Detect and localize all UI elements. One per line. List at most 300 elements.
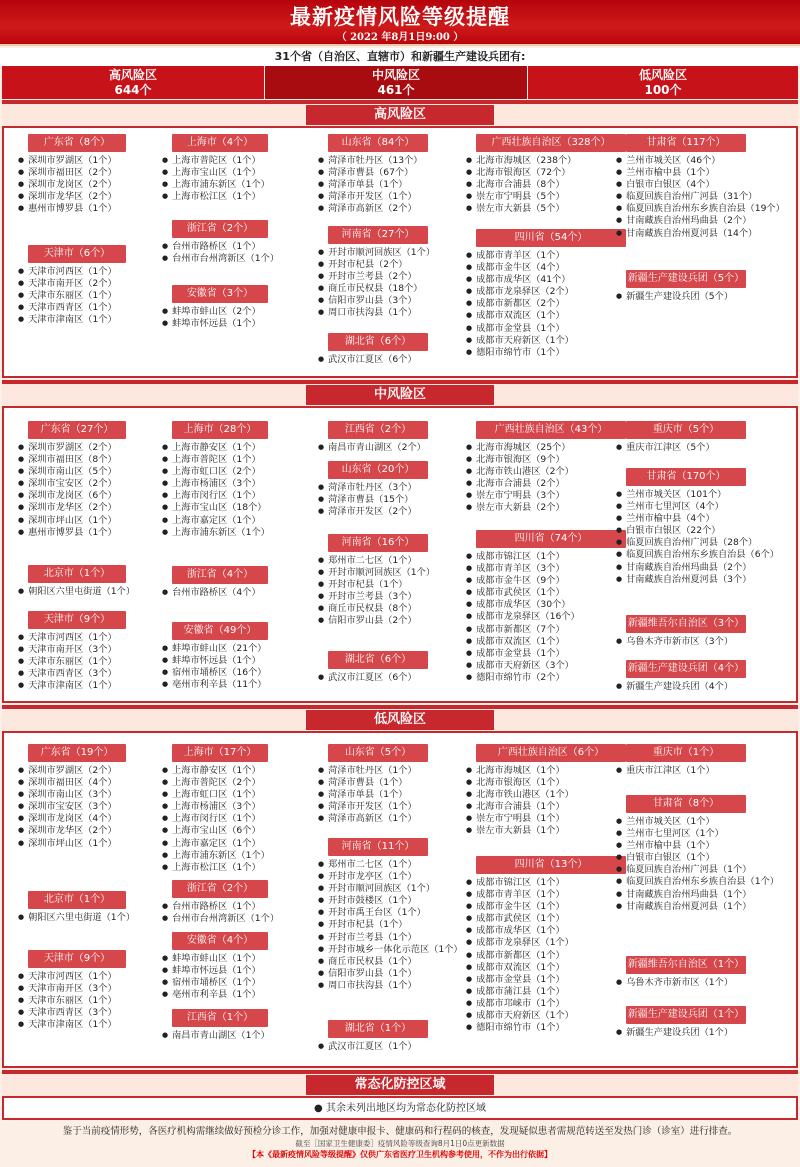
list-item: ● 天津市河西区（1个）: [18, 266, 117, 278]
list-item: ● 上海市松江区（1个）: [162, 191, 270, 203]
high-prov-3-0: 广西壮族自治区（328个）: [476, 134, 626, 152]
low-prov-list-1-0: [162, 765, 270, 874]
list-item: ● 开封市鼓楼区（1个）: [318, 895, 463, 907]
low-prov-list-1-3: [162, 1030, 270, 1042]
list-item: ● 上海市浦东新区（1个）: [162, 850, 270, 862]
high-prov-4-0: 甘肃省（117个）: [626, 134, 746, 152]
list-item: ● 临夏回族自治州广河县（31个）: [616, 191, 785, 203]
low-prov-1-0: 上海市（17个）: [172, 744, 268, 762]
list-item: ● 成都市锦江区（1个）: [466, 551, 580, 563]
list-item: ● 开封市兰考县（3个）: [318, 591, 435, 603]
low-prov-4-1: 甘肃省（8个）: [626, 795, 746, 813]
mid-prov-list-4-3: [616, 681, 733, 693]
list-item: ● 甘南藏族自治州玛曲县（2个）: [616, 215, 785, 227]
list-item: ● 亳州市利辛县（1个）: [162, 989, 261, 1001]
list-item: ● 兰州市榆中县（4个）: [616, 513, 779, 525]
list-item: ● 深圳市宝安区（2个）: [18, 478, 117, 490]
mid-prov-4-3: 新疆生产建设兵团（4个）: [626, 660, 746, 678]
list-item: ● 北海市合浦县（2个）: [466, 478, 574, 490]
header: [0, 0, 800, 46]
mid-prov-list-1-0: [162, 442, 270, 539]
list-item: ● 成都市双流区（1个）: [466, 962, 574, 974]
list-item: ● 成都市邛崃市（1个）: [466, 998, 574, 1010]
list-item: ● 甘南藏族自治州夏河县（1个）: [616, 901, 779, 913]
list-item: ● 上海市杨浦区（3个）: [162, 801, 270, 813]
low-prov-3-1: 四川省（13个）: [476, 856, 626, 874]
list-item: ● 成都市蒲江县（1个）: [466, 986, 574, 998]
low-prov-2-0: 山东省（5个）: [328, 744, 428, 762]
list-item: ● 天津市南开区（3个）: [18, 644, 117, 656]
list-item: ● 甘南藏族自治州玛曲县（2个）: [616, 562, 779, 574]
list-item: ● 天津市津南区（1个）: [18, 1019, 117, 1031]
list-item: ● 深圳市龙华区（2个）: [18, 825, 117, 837]
list-item: ● 上海市虹口区（1个）: [162, 789, 270, 801]
list-item: ● 深圳市龙华区（2个）: [18, 191, 117, 203]
mid-prov-list-2-1: [318, 482, 417, 518]
list-item: ● 南昌市青山湖区（2个）: [318, 442, 426, 454]
list-item: ● 白银市白银区（1个）: [616, 852, 779, 864]
list-item: ● 天津市南开区（2个）: [18, 278, 117, 290]
high-prov-list-2-1: [318, 247, 435, 320]
mid-prov-1-2: 安徽省（49个）: [172, 622, 268, 640]
high-prov-list-2-2: [318, 354, 417, 366]
list-item: ● 南昌市青山湖区（1个）: [162, 1030, 270, 1042]
list-item: ● 信阳市罗山县（3个）: [318, 295, 435, 307]
list-item: ● 北海市铁山港区（1个）: [466, 789, 574, 801]
list-item: ● 成都市龙泉驿区（16个）: [466, 611, 580, 623]
list-item: ● 深圳市龙华区（2个）: [18, 502, 117, 514]
low-prov-list-4-3: [616, 1027, 733, 1039]
list-item: ● 上海市闵行区（1个）: [162, 490, 270, 502]
list-item: ● 宿州市埇桥区（1个）: [162, 977, 261, 989]
list-item: ● 崇左市宁明县（1个）: [466, 813, 574, 825]
list-item: ● 成都市新都区（7个）: [466, 624, 580, 636]
low-prov-1-3: 江西省（1个）: [172, 1009, 268, 1027]
low-prov-list-4-1: [616, 816, 779, 913]
list-item: ● 开封市禹王台区（1个）: [318, 907, 463, 919]
mid-prov-0-1: 北京市（1个）: [28, 565, 126, 583]
list-item: ● 北海市银海区（72个）: [466, 167, 576, 179]
list-item: ● 天津市津南区（1个）: [18, 680, 117, 692]
mid-prov-list-4-0: [616, 442, 715, 454]
mid-prov-0-2: 天津市（9个）: [28, 611, 126, 629]
list-item: ● 天津市东丽区（1个）: [18, 290, 117, 302]
low-prov-4-2: 新疆维吾尔自治区（1个）: [626, 956, 746, 974]
low-prov-0-1: 北京市（1个）: [28, 891, 126, 909]
list-item: ● 临夏回族自治州东乡族自治县（6个）: [616, 549, 779, 561]
list-item: ● 郑州市二七区（1个）: [318, 555, 435, 567]
list-item: ● 蚌埠市怀远县（1个）: [162, 965, 261, 977]
footer-notice: 鉴于当前疫情形势，各医疗机构需继续做好预检分诊工作，加强对健康申报卡、健康码和行程码的核查，发现疑似患者需规范转送至发热门诊（诊室）进行排查。: [62, 1126, 738, 1137]
mid-prov-list-2-0: [318, 442, 426, 454]
list-item: ● 菏泽市开发区（1个）: [318, 191, 423, 203]
high-prov-2-2: 湖北省（6个）: [328, 333, 428, 351]
list-item: ● 信阳市罗山县（1个）: [318, 968, 463, 980]
list-item: ● 兰州市七里河区（4个）: [616, 501, 779, 513]
list-item: ● 兰州市榆中县（1个）: [616, 840, 779, 852]
list-item: ● 德阳市绵竹市（2个）: [466, 672, 580, 684]
list-item: ● 台州市路桥区（1个）: [162, 901, 279, 913]
list-item: ● 菏泽市单县（1个）: [318, 179, 423, 191]
high-prov-list-4-0: [616, 155, 785, 240]
list-item: ● 新疆生产建设兵团（4个）: [616, 681, 733, 693]
list-item: ● 乌鲁木齐市新市区（1个）: [616, 977, 733, 989]
low-prov-0-2: 天津市（9个）: [28, 950, 126, 968]
summary-subtitle: 31个省（自治区、直辖市）和新疆生产建设兵团有:: [0, 48, 800, 66]
list-item: ● 菏泽市牡丹区（1个）: [318, 765, 417, 777]
high-prov-2-1: 河南省（27个）: [328, 226, 428, 244]
list-item: ● 上海市闵行区（1个）: [162, 813, 270, 825]
list-item: ● 崇左市大新县（1个）: [466, 825, 574, 837]
mid-prov-4-0: 重庆市（5个）: [626, 421, 746, 439]
low-prov-list-2-1: [318, 859, 463, 992]
list-item: ● 德阳市绵竹市（1个）: [466, 1022, 574, 1034]
mid-risk-number: 461个: [377, 83, 415, 97]
low-risk-title: 低风险区: [2, 707, 798, 733]
mid-prov-4-2: 新疆维吾尔自治区（3个）: [626, 615, 746, 633]
list-item: ● 临夏回族自治州广河县（28个）: [616, 537, 779, 549]
list-item: ● 天津市南开区（3个）: [18, 983, 117, 995]
list-item: ● 新疆生产建设兵团（1个）: [616, 1027, 733, 1039]
high-prov-list-3-0: [466, 155, 576, 215]
list-item: ● 天津市西青区（3个）: [18, 668, 117, 680]
mid-prov-1-0: 上海市（28个）: [172, 421, 268, 439]
list-item: ● 深圳市龙岗区（2个）: [18, 179, 117, 191]
list-item: ● 菏泽市曹县（15个）: [318, 494, 417, 506]
list-item: ● 深圳市坪山区（1个）: [18, 838, 117, 850]
list-item: ● 成都市青羊区（1个）: [466, 889, 574, 901]
list-item: ● 周口市扶沟县（1个）: [318, 307, 435, 319]
low-prov-list-3-0: [466, 765, 574, 838]
list-item: ● 深圳市坪山区（1个）: [18, 515, 117, 527]
high-prov-0-0: 广东省（8个）: [28, 134, 126, 152]
list-item: ● 亳州市利辛县（11个）: [162, 679, 267, 691]
list-item: ● 上海市浦东新区（1个）: [162, 179, 270, 191]
list-item: ● 成都市金堂县（1个）: [466, 648, 580, 660]
list-item: ● 商丘市民权县（8个）: [318, 603, 435, 615]
list-item: ● 宿州市埇桥区（16个）: [162, 667, 267, 679]
list-item: ● 开封市龙亭区（1个）: [318, 871, 463, 883]
mid-prov-list-2-2: [318, 555, 435, 628]
low-prov-4-0: 重庆市（1个）: [626, 744, 746, 762]
low-risk-number: 100个: [644, 83, 682, 97]
high-prov-list-1-1: [162, 241, 279, 265]
low-prov-list-2-2: [318, 1041, 417, 1053]
mid-prov-list-3-0: [466, 442, 574, 515]
list-item: ● 北海市海城区（238个）: [466, 155, 576, 167]
list-item: ● 深圳市福田区（4个）: [18, 777, 117, 789]
list-item: ● 朝阳区六里屯街道（1个）: [18, 586, 135, 598]
list-item: ● 成都市天府新区（1个）: [466, 1010, 574, 1022]
high-prov-1-1: 浙江省（2个）: [172, 220, 268, 238]
low-prov-list-1-1: [162, 901, 279, 925]
low-prov-list-1-2: [162, 953, 261, 1001]
low-prov-list-0-0: [18, 765, 117, 850]
list-item: ● 天津市东丽区（1个）: [18, 656, 117, 668]
mid-risk-count: [265, 66, 527, 99]
list-item: ● 重庆市江津区（5个）: [616, 442, 715, 454]
list-item: ● 深圳市福田区（8个）: [18, 454, 117, 466]
list-item: ● 深圳市龙岗区（6个）: [18, 490, 117, 502]
list-item: ● 北海市海城区（1个）: [466, 765, 574, 777]
list-item: ● 天津市津南区（1个）: [18, 314, 117, 326]
list-item: ● 崇左市宁明县（3个）: [466, 490, 574, 502]
list-item: ● 天津市西青区（3个）: [18, 1007, 117, 1019]
low-prov-list-2-0: [318, 765, 417, 825]
list-item: ● 德阳市绵竹市（1个）: [466, 347, 574, 359]
low-prov-0-0: 广东省（19个）: [28, 744, 126, 762]
low-prov-list-4-0: [616, 765, 715, 777]
list-item: ● 甘南藏族自治州玛曲县（1个）: [616, 889, 779, 901]
list-item: ● 新疆生产建设兵团（5个）: [616, 291, 733, 303]
list-item: ● 白银市白银区（22个）: [616, 525, 779, 537]
list-item: ● 开封市城乡一体化示范区（1个）: [318, 944, 463, 956]
list-item: ● 开封市顺河回族区（1个）: [318, 247, 435, 259]
low-prov-4-3: 新疆生产建设兵团（1个）: [626, 1006, 746, 1024]
list-item: ● 成都市武侯区（1个）: [466, 913, 574, 925]
list-item: ● 台州市路桥区（1个）: [162, 241, 279, 253]
list-item: ● 菏泽市单县（1个）: [318, 789, 417, 801]
list-item: ● 成都市成华区（30个）: [466, 599, 580, 611]
mid-prov-list-1-1: [162, 587, 261, 599]
list-item: ● 开封市杞县（1个）: [318, 919, 463, 931]
list-item: ● 菏泽市开发区（2个）: [318, 506, 417, 518]
list-item: ● 兰州市城关区（46个）: [616, 155, 785, 167]
low-risk-label: 低风险区: [638, 68, 687, 82]
list-item: ● 深圳市南山区（3个）: [18, 789, 117, 801]
mid-prov-4-1: 甘肃省（170个）: [626, 468, 746, 486]
high-risk-label: 高风险区: [108, 68, 157, 82]
list-item: ● 上海市嘉定区（1个）: [162, 838, 270, 850]
list-item: ● 深圳市南山区（5个）: [18, 466, 117, 478]
list-item: ● 惠州市博罗县（1个）: [18, 527, 117, 539]
list-item: ● 武汉市江夏区（6个）: [318, 354, 417, 366]
low-prov-1-1: 浙江省（2个）: [172, 880, 268, 898]
list-item: ● 天津市东丽区（1个）: [18, 995, 117, 1007]
list-item: ● 成都市新都区（1个）: [466, 950, 574, 962]
list-item: ● 北海市合浦县（8个）: [466, 179, 576, 191]
list-item: ● 成都市锦江区（1个）: [466, 877, 574, 889]
list-item: ● 成都市天府新区（1个）: [466, 335, 574, 347]
list-item: ● 菏泽市牡丹区（13个）: [318, 155, 423, 167]
list-item: ● 北海市合浦县（1个）: [466, 801, 574, 813]
list-item: ● 菏泽市曹县（67个）: [318, 167, 423, 179]
high-prov-4-1: 新疆生产建设兵团（5个）: [626, 270, 746, 288]
list-item: ● 上海市静安区（1个）: [162, 442, 270, 454]
list-item: ● 上海市嘉定区（1个）: [162, 515, 270, 527]
normal-title: 常态化防控区域: [2, 1072, 798, 1098]
mid-prov-2-3: 湖北省（6个）: [328, 651, 428, 669]
list-item: ● 深圳市龙岗区（4个）: [18, 813, 117, 825]
list-item: ● 商丘市民权县（18个）: [318, 283, 435, 295]
list-item: ● 成都市青羊区（3个）: [466, 563, 580, 575]
page-title: 最新疫情风险等级提醒: [290, 4, 510, 29]
footer-source: 截至［国家卫生健康委］疫情风险等级查询8月1日0点更新数据: [295, 1139, 505, 1148]
list-item: ● 北海市银海区（1个）: [466, 777, 574, 789]
mid-prov-list-4-1: [616, 489, 779, 586]
list-item: ● 上海市宝山区（18个）: [162, 502, 270, 514]
list-item: ● 成都市成华区（41个）: [466, 274, 574, 286]
list-item: ● 临夏回族自治州东乡族自治县（19个）: [616, 203, 785, 215]
list-item: ● 成都市双流区（1个）: [466, 636, 580, 648]
list-item: ● 台州市台州湾新区（1个）: [162, 913, 279, 925]
low-prov-2-2: 湖北省（1个）: [328, 1020, 428, 1038]
list-item: ● 成都市成华区（1个）: [466, 925, 574, 937]
list-item: ● 兰州市榆中县（1个）: [616, 167, 785, 179]
list-item: ● 上海市浦东新区（1个）: [162, 527, 270, 539]
list-item: ● 崇左市大新县（2个）: [466, 502, 574, 514]
list-item: ● 深圳市福田区（2个）: [18, 167, 117, 179]
footer-disclaimer: 【本《最新疫情风险等级提醒》仅供广东省医疗卫生机构参考使用，不作为出行依据】: [248, 1150, 552, 1159]
mid-prov-1-1: 浙江省（4个）: [172, 566, 268, 584]
high-prov-0-1: 天津市（6个）: [28, 245, 126, 263]
list-item: ● 蚌埠市怀远县（1个）: [162, 655, 267, 667]
list-item: ● 上海市虹口区（2个）: [162, 466, 270, 478]
list-item: ● 上海市宝山区（1个）: [162, 167, 270, 179]
list-item: ● 开封市杞县（2个）: [318, 259, 435, 271]
list-item: ● 临夏回族自治州东乡族自治县（1个）: [616, 876, 779, 888]
list-item: ● 开封市杞县（1个）: [318, 579, 435, 591]
mid-prov-list-2-3: [318, 672, 417, 684]
list-item: ● 深圳市罗湖区（2个）: [18, 442, 117, 454]
list-item: ● 甘南藏族自治州夏河县（14个）: [616, 228, 785, 240]
high-prov-list-1-0: [162, 155, 270, 203]
list-item: ● 武汉市江夏区（1个）: [318, 1041, 417, 1053]
low-prov-2-1: 河南省（11个）: [328, 838, 428, 856]
list-item: ● 蚌埠市蚌山区（2个）: [162, 306, 261, 318]
list-item: ● 成都市双流区（1个）: [466, 310, 574, 322]
list-item: ● 菏泽市曹县（1个）: [318, 777, 417, 789]
high-prov-1-2: 安徽省（3个）: [172, 285, 268, 303]
low-prov-list-4-2: [616, 977, 733, 989]
list-item: ● 上海市静安区（1个）: [162, 765, 270, 777]
list-item: ● 天津市河西区（1个）: [18, 971, 117, 983]
mid-prov-list-0-1: [18, 586, 135, 598]
mid-risk-label: 中风险区: [371, 68, 420, 82]
high-risk-number: 644个: [114, 83, 152, 97]
list-item: ● 上海市松江区（1个）: [162, 862, 270, 874]
list-item: ● 北海市银海区（9个）: [466, 454, 574, 466]
list-item: ● 成都市金牛区（4个）: [466, 262, 574, 274]
high-prov-list-3-1: [466, 250, 574, 359]
list-item: ● 成都市金牛区（1个）: [466, 901, 574, 913]
list-item: ● 上海市普陀区（1个）: [162, 155, 270, 167]
list-item: ● 白银市白银区（4个）: [616, 179, 785, 191]
high-prov-list-1-2: [162, 306, 261, 330]
mid-prov-list-0-2: [18, 632, 117, 692]
list-item: ● 蚌埠市蚌山区（1个）: [162, 953, 261, 965]
list-item: ● 菏泽市高新区（2个）: [318, 203, 423, 215]
high-prov-list-4-1: [616, 291, 733, 303]
list-item: ● 临夏回族自治州广河县（1个）: [616, 864, 779, 876]
list-item: ● 天津市河西区（1个）: [18, 632, 117, 644]
list-item: ● 上海市杨浦区（3个）: [162, 478, 270, 490]
footer: [0, 1123, 800, 1167]
update-date: （ 2022 年8月1日9:00 ）: [336, 32, 464, 43]
list-item: ● 成都市龙泉驿区（2个）: [466, 286, 574, 298]
list-item: ● 兰州市城关区（101个）: [616, 489, 779, 501]
high-prov-2-0: 山东省（84个）: [328, 134, 428, 152]
high-prov-3-1: 四川省（54个）: [476, 229, 626, 247]
list-item: ● 兰州市七里河区（1个）: [616, 828, 779, 840]
mid-prov-list-1-2: [162, 643, 267, 691]
high-prov-1-0: 上海市（4个）: [172, 134, 268, 152]
list-item: ● 台州市台州湾新区（1个）: [162, 253, 279, 265]
list-item: ● 商丘市民权县（1个）: [318, 956, 463, 968]
list-item: ● 崇左市宁明县（5个）: [466, 191, 576, 203]
list-item: ● 成都市龙泉驿区（1个）: [466, 937, 574, 949]
list-item: ● 深圳市宝安区（3个）: [18, 801, 117, 813]
list-item: ● 周口市扶沟县（1个）: [318, 980, 463, 992]
normal-text: ● 其余未列出地区均为常态化防控区域: [314, 1103, 486, 1114]
list-item: ● 北海市海城区（25个）: [466, 442, 574, 454]
mid-prov-2-0: 江西省（2个）: [328, 421, 428, 439]
list-item: ● 武汉市江夏区（6个）: [318, 672, 417, 684]
low-prov-list-0-2: [18, 971, 117, 1031]
high-prov-list-0-0: [18, 155, 117, 215]
low-prov-3-0: 广西壮族自治区（6个）: [476, 744, 626, 762]
list-item: ● 成都市天府新区（3个）: [466, 660, 580, 672]
list-item: ● 朝阳区六里屯街道（1个）: [18, 912, 135, 924]
list-item: ● 蚌埠市蚌山区（21个）: [162, 643, 267, 655]
low-prov-1-2: 安徽省（4个）: [172, 932, 268, 950]
list-item: ● 开封市兰考县（2个）: [318, 271, 435, 283]
list-item: ● 上海市宝山区（6个）: [162, 825, 270, 837]
list-item: ● 成都市金牛区（9个）: [466, 575, 580, 587]
low-risk-count: [528, 66, 798, 99]
list-item: ● 菏泽市开发区（1个）: [318, 801, 417, 813]
list-item: ● 惠州市博罗县（1个）: [18, 203, 117, 215]
list-item: ● 兰州市城关区（1个）: [616, 816, 779, 828]
list-item: ● 甘南藏族自治州夏河县（3个）: [616, 574, 779, 586]
list-item: ● 蚌埠市怀远县（1个）: [162, 318, 261, 330]
low-prov-list-3-1: [466, 877, 574, 1034]
mid-prov-list-0-0: [18, 442, 117, 539]
list-item: ● 开封市兰考县（1个）: [318, 932, 463, 944]
list-item: ● 菏泽市牡丹区（3个）: [318, 482, 417, 494]
list-item: ● 深圳市罗湖区（1个）: [18, 155, 117, 167]
high-risk-count: [2, 66, 264, 99]
list-item: ● 上海市普陀区（1个）: [162, 454, 270, 466]
list-item: ● 菏泽市高新区（1个）: [318, 813, 417, 825]
list-item: ● 成都市金堂县（1个）: [466, 323, 574, 335]
high-risk-title: 高风险区: [2, 102, 798, 128]
mid-prov-2-1: 山东省（20个）: [328, 461, 428, 479]
high-prov-list-0-1: [18, 266, 117, 326]
list-item: ● 郑州市二七区（1个）: [318, 859, 463, 871]
list-item: ● 重庆市江津区（1个）: [616, 765, 715, 777]
list-item: ● 信阳市罗山县（2个）: [318, 615, 435, 627]
mid-prov-list-4-2: [616, 636, 733, 648]
mid-prov-list-3-1: [466, 551, 580, 684]
list-item: ● 成都市新都区（2个）: [466, 298, 574, 310]
list-item: ● 崇左市大新县（5个）: [466, 203, 576, 215]
list-item: ● 北海市铁山港区（2个）: [466, 466, 574, 478]
low-prov-list-0-1: [18, 912, 135, 924]
list-item: ● 乌鲁木齐市新市区（3个）: [616, 636, 733, 648]
list-item: ● 台州市路桥区（4个）: [162, 587, 261, 599]
list-item: ● 成都市武侯区（1个）: [466, 587, 580, 599]
mid-prov-3-0: 广西壮族自治区（43个）: [476, 421, 626, 439]
list-item: ● 成都市青羊区（1个）: [466, 250, 574, 262]
list-item: ● 成都市金堂县（1个）: [466, 974, 574, 986]
list-item: ● 天津市西青区（1个）: [18, 302, 117, 314]
mid-prov-0-0: 广东省（27个）: [28, 421, 126, 439]
mid-risk-title: 中风险区: [2, 382, 798, 408]
mid-prov-2-2: 河南省（16个）: [328, 534, 428, 552]
mid-prov-3-1: 四川省（74个）: [476, 530, 626, 548]
list-item: ● 深圳市罗湖区（2个）: [18, 765, 117, 777]
